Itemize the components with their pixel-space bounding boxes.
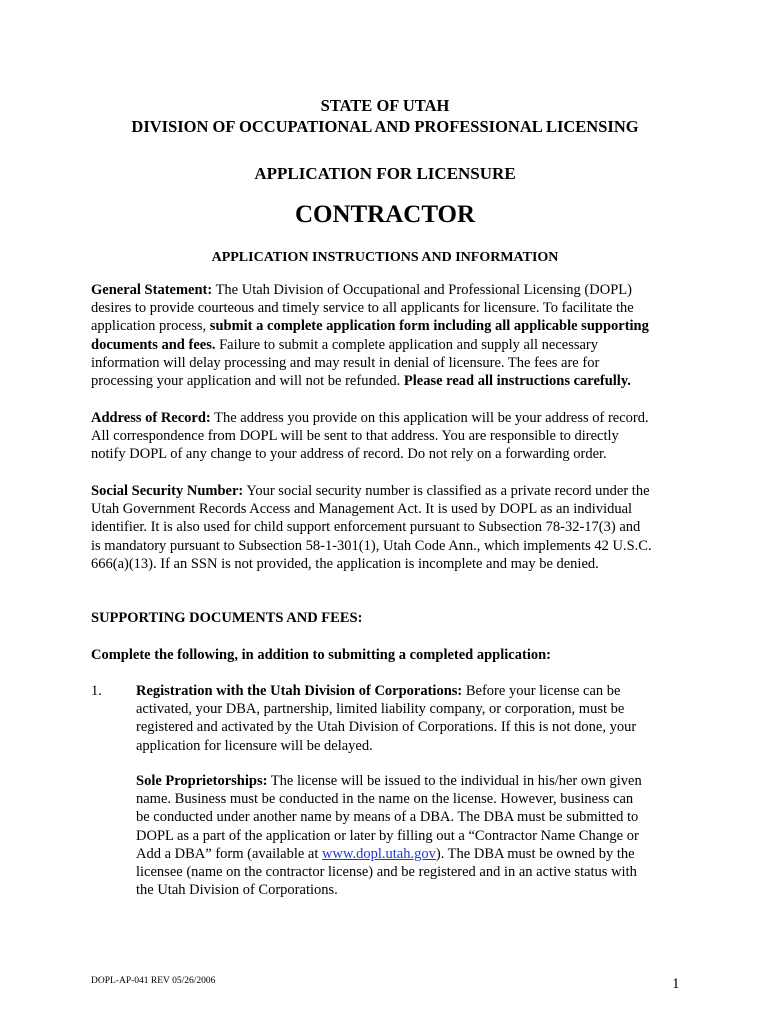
bold-text: submit a complete application form including all applicable supporting: [209, 318, 649, 335]
general-statement-paragraph: [91, 281, 691, 390]
text-line: application process,: [91, 318, 210, 335]
text-line: The license will be issued to the individual in his/her own given: [267, 773, 642, 789]
sole-proprietorships-paragraph: [136, 772, 696, 899]
general-statement-label: General Statement:: [91, 282, 213, 298]
text-line: Utah Government Records Access and Management Act. It is used by DOPL as an individual: [91, 501, 633, 518]
application-heading: APPLICATION FOR LICENSURE: [254, 164, 516, 183]
ssn-label: Social Security Number:: [91, 483, 244, 499]
page-number: 1: [672, 976, 680, 992]
text-line: processing your application and will not be refunded.: [91, 373, 404, 390]
form-id-footer: DOPL-AP-041 REV 05/26/2006: [91, 976, 216, 986]
text-line: registered and activated by the Utah Division of Corporations. If this is not done, your: [136, 719, 637, 736]
registration-label: Registration with the Utah Division of Corporations:: [136, 683, 463, 699]
item-number: 1.: [91, 683, 102, 699]
text-line: Failure to submit a complete application and supply all necessary: [215, 336, 599, 353]
text-line: licensee (name on the contractor license) and be registered and in an active status with: [136, 864, 637, 881]
text-line: notify DOPL of any change to your address of record. Do not rely on a forwarding order.: [91, 446, 607, 463]
text-line: the Utah Division of Corporations.: [136, 882, 338, 899]
supporting-documents-heading: SUPPORTING DOCUMENTS AND FEES:: [91, 610, 363, 626]
sole-proprietorships-label: Sole Proprietorships:: [136, 773, 268, 789]
division-heading: DIVISION OF OCCUPATIONAL AND PROFESSIONAL LICENSING: [131, 117, 639, 136]
text-line: ). The DBA must be owned by the: [435, 845, 635, 862]
text-line: identifier. It is also used for child support enforcement pursuant to Subsection 78-32-17(3) and: [91, 519, 641, 536]
text-line: is mandatory pursuant to Subsection 58-1-301(1), Utah Code Ann., which implements 42 U.S.C.: [91, 537, 652, 554]
text-line: Before your license can be: [462, 683, 621, 699]
text-line: Add a DBA” form (available at: [136, 845, 323, 862]
text-line: The Utah Division of Occupational and Professional Licensing (DOPL): [212, 282, 632, 298]
text-line: activated, your DBA, partnership, limited liability company, or corporation, must be: [136, 701, 625, 718]
text-line: desires to provide courteous and timely service to all applicants for licensure. To facilitate the: [91, 300, 634, 317]
text-line: application for licensure will be delayed.: [136, 737, 373, 754]
text-line: Your social security number is classified as a private record under the: [243, 483, 650, 499]
bold-text: Please read all instructions carefully.: [403, 373, 631, 390]
text-line: name. Business must be conducted in the name on the license. However, business can: [136, 791, 634, 808]
text-line: DOPL as a part of the application or later by filling out a “Contractor Name Change or: [136, 827, 639, 844]
state-heading: STATE OF UTAH: [320, 96, 450, 115]
ssn-paragraph: [91, 482, 691, 573]
text-line: information will delay processing and may result in denial of licensure. The fees are for: [91, 354, 600, 371]
registration-item: [136, 682, 696, 755]
complete-following-heading: Complete the following, in addition to submitting a completed application:: [91, 647, 551, 663]
agency-header: [0, 95, 770, 137]
text-line: All correspondence from DOPL will be sent to that address. You are responsible to directly: [91, 428, 619, 445]
text-line: be conducted under another name by means of a DBA. The DBA must be submitted to: [136, 809, 639, 826]
address-of-record-label: Address of Record:: [91, 410, 211, 426]
page-title: CONTRACTOR: [294, 201, 476, 228]
instructions-heading: APPLICATION INSTRUCTIONS AND INFORMATION: [211, 250, 559, 265]
text-line: The address you provide on this application will be your address of record.: [210, 410, 649, 426]
address-of-record-paragraph: [91, 409, 691, 464]
text-line: 666(a)(13). If an SSN is not provided, the application is incomplete and may be denied.: [91, 555, 599, 572]
bold-text: documents and fees.: [91, 336, 216, 353]
dopl-website-link[interactable]: www.dopl.utah.gov: [322, 845, 436, 862]
